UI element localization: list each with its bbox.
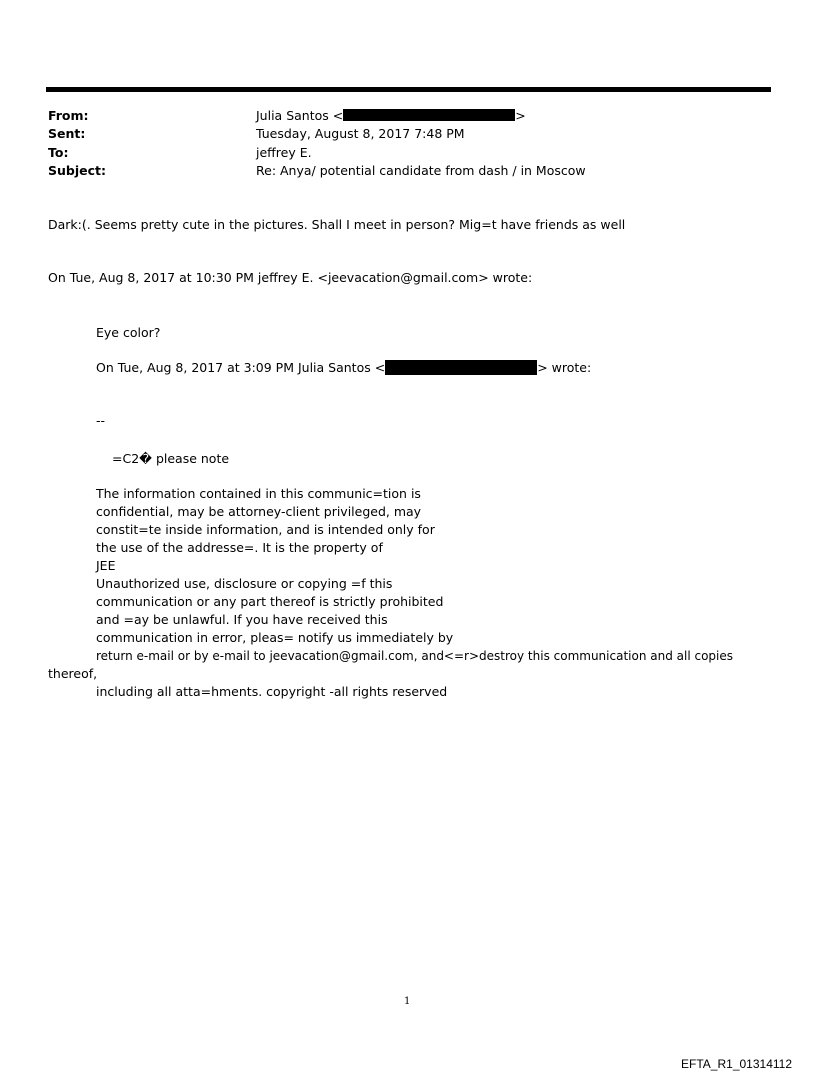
from-label: From: — [48, 108, 89, 123]
to-value: jeffrey E. — [256, 145, 312, 160]
disclaimer-line: and =ay be unlawful. If you have received this — [96, 612, 388, 627]
disclaimer-line: communication or any part thereof is strictly prohibited — [96, 594, 444, 609]
subject-value: Re: Anya/ potential candidate from dash / in Moscow — [256, 163, 586, 178]
disclaimer-line: return e-mail or by e-mail to jeevacation@gmail.com, and<=r>destroy this communication and all copies — [96, 649, 733, 663]
quote-text-1: Eye color? — [96, 325, 161, 340]
disclaimer-line: the use of the addresse=. It is the property of — [96, 540, 383, 555]
quote-header-1: On Tue, Aug 8, 2017 at 10:30 PM jeffrey E. <jeevacation@gmail.com> wrote: — [48, 270, 533, 285]
disclaimer-wrap: thereof, — [48, 666, 98, 681]
quote-header-2-end: > wrote: — [537, 360, 592, 375]
disclaimer-last-line: including all atta=hments. copyright -all rights reserved — [96, 684, 448, 699]
redaction-box — [343, 109, 515, 121]
signature-separator: -- — [96, 413, 106, 428]
header-rule — [46, 87, 771, 92]
subject-label: Subject: — [48, 163, 106, 178]
disclaimer-line: JEE — [96, 558, 116, 573]
disclaimer-line: confidential, may be attorney-client privileged, may — [96, 504, 422, 519]
sent-value: Tuesday, August 8, 2017 7:48 PM — [256, 126, 465, 141]
page-number: 1 — [404, 996, 411, 1007]
from-name: Julia Santos < — [256, 108, 344, 123]
document-id: EFTA_R1_01314112 — [681, 1057, 792, 1071]
from-value — [256, 107, 526, 125]
reply-text: Dark:(. Seems pretty cute in the pictures. Shall I meet in person? Mig=t have friends as well — [48, 217, 626, 232]
please-note: =C2� please note — [112, 451, 230, 466]
to-label: To: — [48, 145, 69, 160]
sent-label: Sent: — [48, 126, 86, 141]
quote-header-2-start: On Tue, Aug 8, 2017 at 3:09 PM Julia Santos < — [96, 360, 386, 375]
disclaimer-line: Unauthorized use, disclosure or copying =f this — [96, 576, 393, 591]
disclaimer-line: communication in error, pleas= notify us immediately by — [96, 630, 454, 645]
quote-header-2 — [96, 359, 591, 377]
redaction-box — [385, 360, 537, 375]
from-value-end: > — [515, 108, 526, 123]
disclaimer-line: The information contained in this communic=tion is — [96, 486, 421, 501]
disclaimer-line: constit=te inside information, and is intended only for — [96, 522, 435, 537]
